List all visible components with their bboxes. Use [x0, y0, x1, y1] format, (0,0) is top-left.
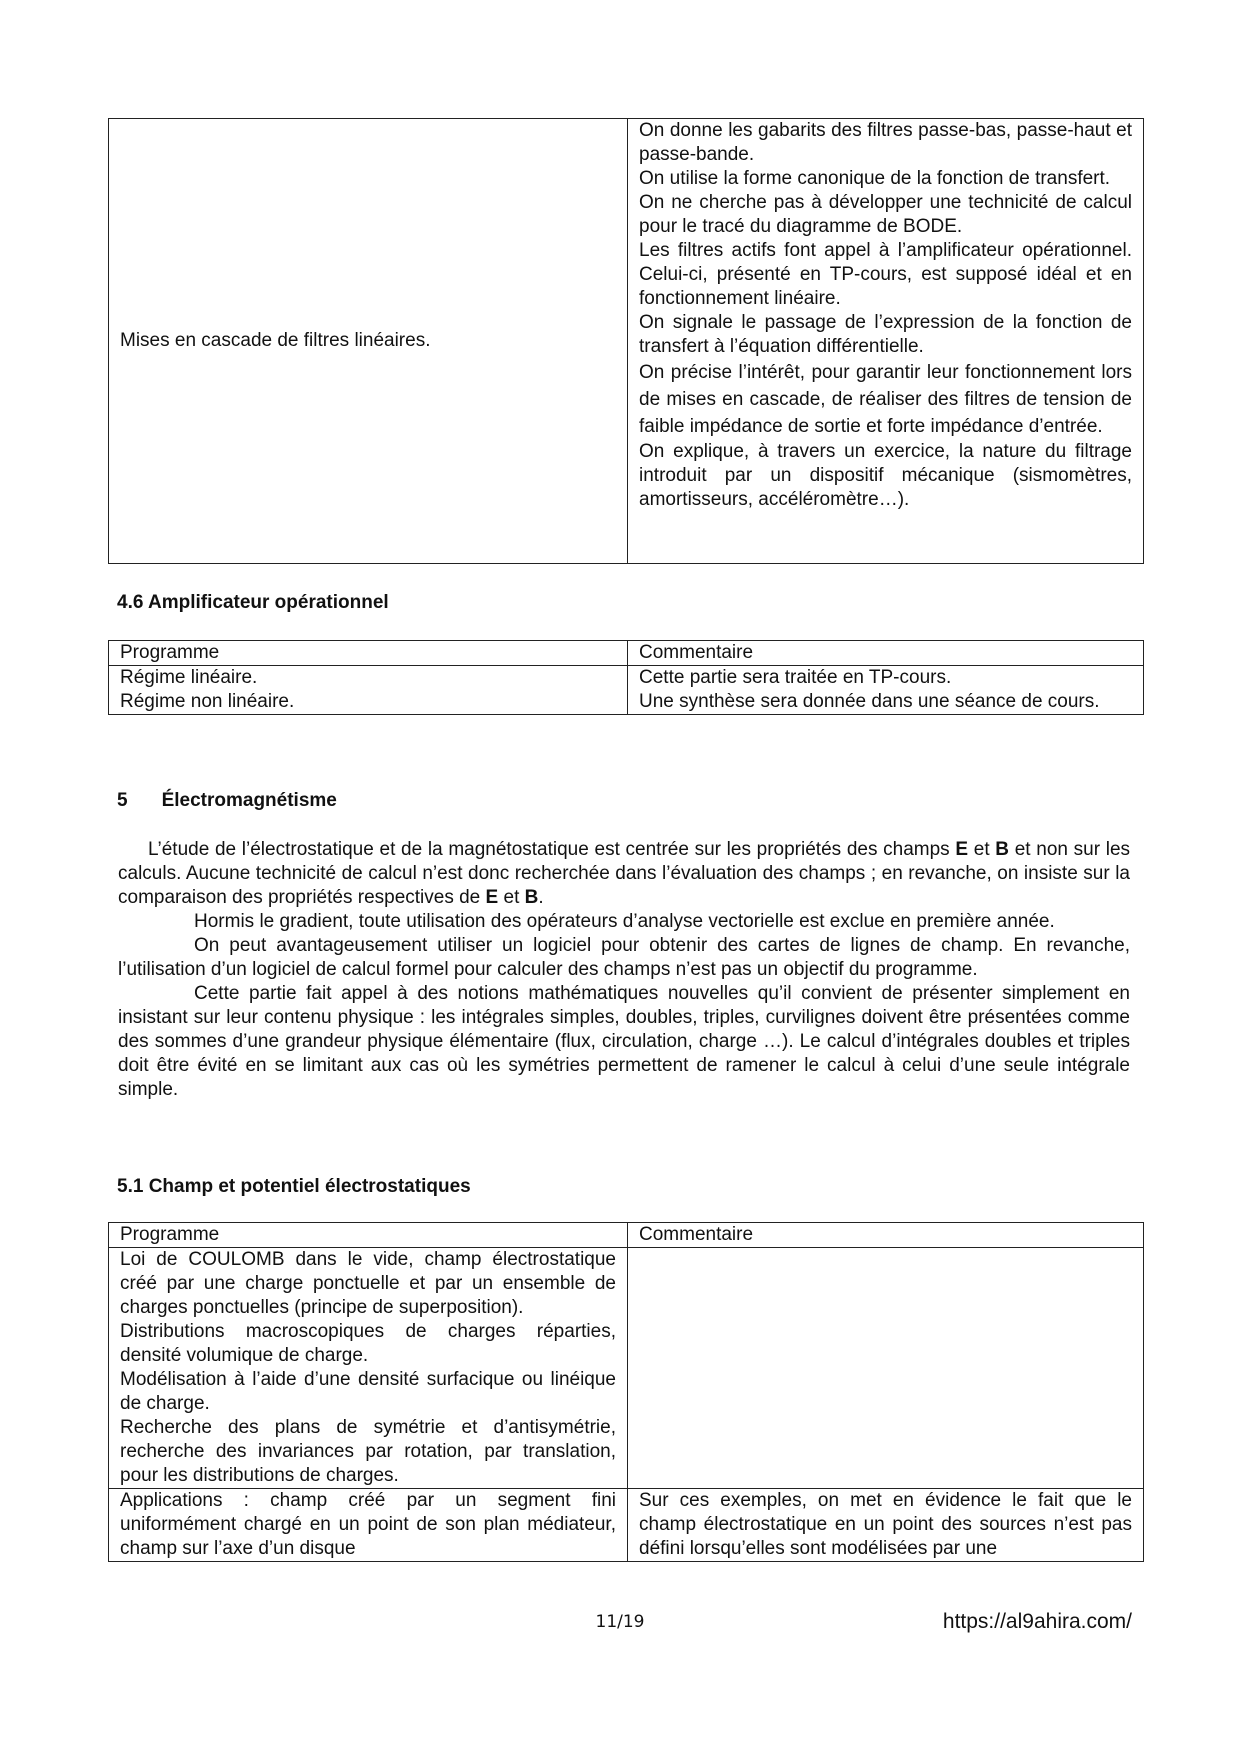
ampli-op-table — [108, 640, 1144, 715]
comment-line: Une synthèse sera donnée dans une séance de cours. — [639, 691, 1100, 712]
section-heading-5 — [117, 790, 337, 812]
programme-cell: Applications : champ créé par un segment fini uniformément chargé en un point de son plan médiateur, champ sur l’axe d’un disque — [109, 1489, 628, 1562]
commentaire-cell — [628, 666, 1144, 715]
table-row — [109, 1489, 1144, 1562]
comment-line: On utilise la forme canonique de la fonction de transfert. — [639, 168, 1111, 189]
table-row — [109, 666, 1144, 715]
programme-line: Régime linéaire. — [120, 667, 258, 688]
programme-cell — [109, 119, 628, 564]
comment-line: Les filtres actifs font appel à l’amplificateur opérationnel. Celui-ci, présenté en TP-cours, est supposé idéal et en fonctionnement linéaire. — [639, 240, 1132, 309]
programme-cell — [109, 1248, 628, 1489]
col-header-commentaire: Commentaire — [628, 1223, 1144, 1248]
comment-line: On donne les gabarits des filtres passe-bas, passe-haut et passe-bande. — [639, 120, 1132, 165]
electrostatique-table — [108, 1222, 1144, 1562]
col-header-programme: Programme — [109, 641, 628, 666]
paragraph: On peut avantageusement utiliser un logiciel pour obtenir des cartes de lignes de champ. En revanche, l’utilisation d’un logiciel de calcul formel pour calculer des champs n’est pas un objectif du programme. — [118, 935, 1130, 980]
comment-line: On explique, à travers un exercice, la nature du filtrage introduit par un dispositif mécanique (sismomètres, amortisseurs, accéléromètre…). — [639, 441, 1132, 510]
table-header-row — [109, 641, 1144, 666]
table-header-row — [109, 1223, 1144, 1248]
coulomb-name: COULOMB — [188, 1249, 285, 1270]
paragraph: L’étude de l’électrostatique et de la magnétostatique est centrée sur les propriétés des champs E et B et non sur les calculs. Aucune technicité de calcul n’est donc recherchée dans l’évaluation des champs ; en revanche, on insiste sur la comparaison des propriétés respectives de E et B. — [118, 839, 1131, 908]
paragraph: Cette partie fait appel à des notions mathématiques nouvelles qu’il convient de présenter simplement en insistant sur leur contenu physique : les intégrales simples, doubles, triples, curvilignes doivent être présentées comme des sommes d’une grandeur physique élémentaire (flux, circulation, charge …). Le calcul d’intégrales doubles et triples doit être évité en se limitant aux cas où les symétries permettent de ramener le calcul à celui d’une seule intégrale simple. — [118, 983, 1130, 1100]
programme-cell — [109, 666, 628, 715]
programme-line: Loi de COULOMB dans le vide, champ électrostatique créé par une charge ponctuelle et par un ensemble de charges ponctuelles (principe de superposition). — [120, 1249, 617, 1318]
commentaire-cell — [628, 119, 1144, 564]
comment-line: On ne cherche pas à développer une technicité de calcul pour le tracé du diagramme de BODE. — [639, 192, 1132, 237]
table-row — [109, 119, 1144, 564]
programme-line: Régime non linéaire. — [120, 691, 295, 712]
comment-line: On précise l’intérêt, pour garantir leur fonctionnement lors de mises en cascade, de réaliser des filtres de tension de faible impédance de sortie et forte impédance d’entrée. — [639, 362, 1132, 437]
col-header-programme: Programme — [109, 1223, 628, 1248]
col-header-commentaire: Commentaire — [628, 641, 1144, 666]
page-number: 11/19 — [595, 1612, 645, 1632]
filters-table — [108, 118, 1144, 564]
comment-line: On signale le passage de l’expression de la fonction de transfert à l’équation différentielle. — [639, 312, 1132, 357]
commentaire-cell: Sur ces exemples, on met en évidence le fait que le champ électrostatique en un point des sources n’est pas défini lorsqu’elles sont modélisées par une — [628, 1489, 1144, 1562]
source-url[interactable]: https://al9ahira.com/ — [942, 1610, 1132, 1633]
programme-line: Distributions macroscopiques de charges réparties, densité volumique de charge. — [120, 1321, 616, 1366]
programme-text: Mises en cascade de filtres linéaires. — [120, 330, 431, 351]
section-heading-5-1: 5.1 Champ et potentiel électrostatiques — [117, 1176, 471, 1197]
programme-line: Modélisation à l’aide d’une densité surfacique ou linéique de charge. — [120, 1369, 616, 1414]
comment-line: Cette partie sera traitée en TP-cours. — [639, 667, 952, 688]
section-5-intro — [118, 838, 1130, 1102]
commentaire-cell — [628, 1248, 1144, 1489]
section-number: 5 — [117, 790, 128, 811]
section-heading-4-6: 4.6 Amplificateur opérationnel — [117, 592, 389, 613]
paragraph: Hormis le gradient, toute utilisation des opérateurs d’analyse vectorielle est exclue en première année. — [194, 911, 1055, 932]
table-row — [109, 1248, 1144, 1489]
programme-line: Recherche des plans de symétrie et d’antisymétrie, recherche des invariances par rotation, par translation, pour les distributions de charges. — [120, 1417, 616, 1486]
bode-name: BODE — [903, 216, 957, 237]
section-title: Électromagnétisme — [161, 790, 337, 811]
